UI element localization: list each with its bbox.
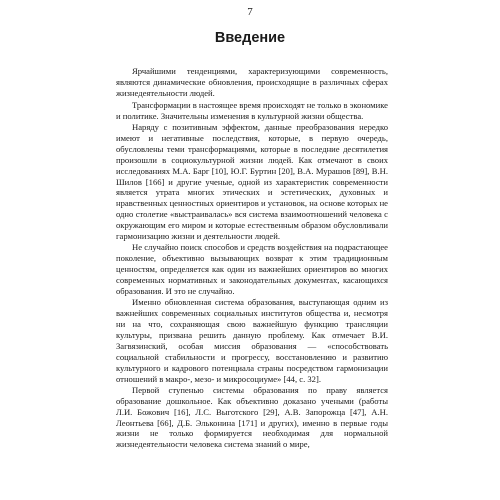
paragraph-4: Не случайно поиск способов и средств воздействия на подрастающее поколение, объективно вызывающих возврат к этим традиционным ценностям, определяется как один из важнейших ориентиров во многих современных нормативных и законодательных документах, касающихся образования. И это не случайно.: [116, 242, 388, 297]
chapter-title: Введение: [214, 30, 286, 46]
paragraph-5: Именно обновленная система образования, выступающая одним из важнейших современных социальных институтов общества и, несмотря ни на что, сохраняющая свою важнейшую функцию трансляции культуры, призвана решить данную проблему. Как отмечает В.И. Загвязинский, особая миссия образования — «способствовать социальной стабильности и прогрессу, восстановлению и развитию культурного и кадрового потенциала страны посредством гармонизации отношений в макро-, мезо- и микросоциуме» [44, с. 32].: [116, 297, 388, 384]
page-number: 7: [247, 6, 253, 18]
paragraph-6: Первой ступенью системы образования по праву является образование дошкольное. Как объективно доказано учеными (работы Л.И. Божович [16], Л.С. Выготского [29], А.В. Запорожца [47], А.Н. Леонтьева [66], Д.Б. Эльконина [171] и других), именно в первые годы жизни не только формируется необходимая для нормальной жизнедеятельности человека система знаний о мире,: [116, 384, 388, 450]
paragraph-1: Ярчайшими тенденциями, характеризующими современность, являются динамические обновления, происходящие в различных сферах жизнедеятельности людей.: [116, 66, 388, 98]
paragraph-2: Трансформации в настоящее время происходят не только в экономике и политике. Значительны изменения в культурной жизни общества.: [116, 99, 388, 121]
paragraph-3: Наряду с позитивным эффектом, данные преобразования нередко имеют и негативные последствия, которые, в первую очередь, обусловлены теми трансформациями, которые в последние десятилетия произошли в социокультурной жизни людей. Как отмечают в своих исследованиях М.А. Барг [10], Ю.Г. Буртин [20], В.А. Мурашов [89], В.Н. Шилов [166] и другие ученые, одной из характеристик современности является утрата многих этических и эстетических, духовных и нравственных ценностных ориентиров и установок, на основе которых не одно столетие «выстраивалась» вся система взаимоотношений человека с окружающим его миром и которые естественным образом обусловливали гармонизацию жизни и деятельности людей.: [116, 121, 388, 242]
body-text: [116, 66, 388, 450]
